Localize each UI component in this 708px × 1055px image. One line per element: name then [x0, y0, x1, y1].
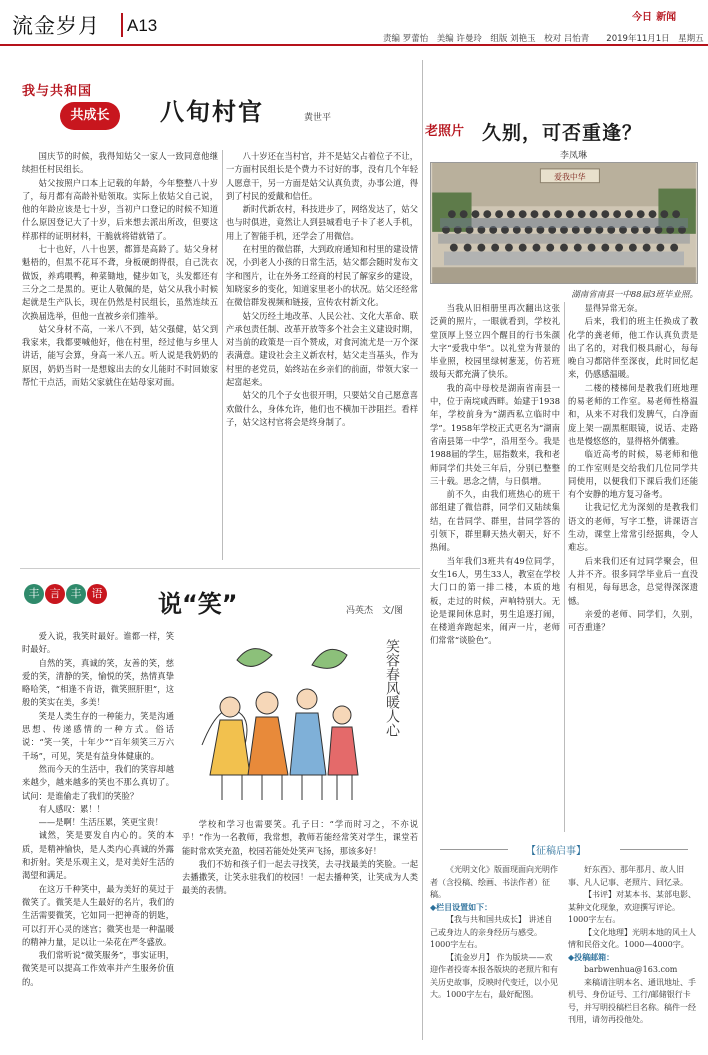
article-title: 说“笑”: [158, 590, 238, 618]
notice-section-title: ◆栏目设置如下：: [430, 902, 493, 912]
section-divider: [20, 568, 420, 569]
paragraph: 有人感叹：累！！: [38, 803, 105, 814]
page-divider: [422, 60, 423, 1040]
paragraph: 二楼的楼梯间是教我们班地理的易老师的工作室。易老师性格温和，从来不对我们发脾气，白净面庞上架一副黑框眼镜，说话、走路也是慢悠悠的，显得格外儒雅。: [568, 382, 698, 446]
paragraph: 前不久，由我们班热心的班干部组建了微信群，同学们又陆续集结，在昔同学、群里，昔同学答的引领下，群里聊天热火朝天，好不热闹。: [430, 489, 560, 553]
article-title: 久别，可否重逢？: [482, 122, 643, 144]
paragraph: 在村里的微信群，大到政府通知和村里的建设情况，小到老人小孩的日常生活，姑父都会随时发布文字和图片，让在外务工经商的村民了解家乡的建设，知晓家乡的变化，知道家里老小的状况。姑父还经常在微信群发视频和链接，宣传农村新文化。: [226, 244, 418, 308]
paragraph: 八十岁还在当村官，并不是姑父占着位子不让，一方面村民组长是个费力不讨好的事，没有几个年轻人愿意干，另一方面是姑父认真负责，办事公道，得到了村民的爱戴和信任。: [226, 151, 418, 201]
smile-illustration: [182, 625, 412, 810]
badge-char: 语: [87, 584, 107, 604]
article3-column-2: [568, 302, 698, 832]
page-number: A13: [127, 16, 158, 35]
paragraph: 姑父的几个子女也很开明，只要姑父自己愿意喜欢做什么，身体允许，他们也不横加干涉阻拦。看样子，姑父这村官将会是终身制了。: [226, 390, 418, 427]
figure-head: [256, 692, 278, 714]
header-divider: [121, 13, 123, 37]
paragraph: 笑是人类生存的一种能力，笑是沟通思想、传递感情的一种方式。俗话说：“笑一笑，十年少”“百年须笑三万六千场”，可见，笑是有益身体健康的。: [22, 710, 174, 761]
column-badge-fengyan: [24, 582, 108, 604]
paragraph: 然而今天的生活中，我们的笑容却越来越少，越来越多的笑也不那么真切了。试问：是谁偷走了我们的笑脸？: [22, 763, 174, 801]
paragraph: 临近高考的时候，易老师和他的工作室则是交给我们几位同学共同使用，以便我们下课后我们还能有个安静的地方复习备考。: [568, 449, 698, 500]
badge-char: 言: [45, 584, 65, 604]
paragraph: 诚然，笑是要发自内心的。笑的本质，是精神愉快，是人类内心真诚的外露和折射。笑是乐观主义，是对美好生活的渴望和满足。: [22, 830, 174, 881]
staff-line: 责编 罗蕾怡 美编 许曼玲 组版 刘艳玉 校对 吕怡青 2019年11月1日 星期五: [383, 34, 704, 44]
paragraph: 我们常听说“微笑服务”，事实证明，微笑是可以提高工作效率并产生服务价值的。: [22, 950, 174, 987]
notice-item: 来稿请注明本名、通讯地址、手机号、身份证号、工行/邮储银行卡号，并写明投稿栏目名称。稿件一经刊用，请勿再投他处。: [568, 977, 696, 1024]
notice-item: 【书评】对某本书、某部电影、某种文化现象，欢迎撰写评论。1000字左右。: [568, 890, 696, 924]
article-author: 黄世平: [304, 113, 332, 123]
article1-column-1: [22, 150, 218, 560]
notice-item: 【流金岁月】 作为版块——欢迎作者投寄本报各版块的老照片和有关历史故事，反映时代变迁，以小见大。1000字左右，最好配图。: [430, 952, 558, 999]
paragraph: 新时代新农村，科技进步了，网络发达了，姑父也与时俱进，竟然让人到县城看电子卡了老人手机，用上了智能手机，还学会了用微信。: [226, 204, 418, 241]
article2-column-2: [182, 818, 418, 938]
figure-head: [333, 706, 351, 724]
notice-rule: [620, 849, 688, 850]
badge-char: 丰: [66, 584, 86, 604]
paragraph: 当年我们3班共有49位同学，女生16人，男生33人，教室在学校大门口的第一排二楼，本质的地板，走过的时候，声响特别大。无论是课间休息时，男生追逐打闹，在楼道奔跑起来，闹声一片，老师们常常“谈脸色”。: [430, 555, 560, 646]
badge-char: 丰: [24, 584, 44, 604]
notice-title: 【征稿启事】: [526, 846, 586, 857]
article1-column-2: [226, 150, 418, 560]
notice-section-title: ◆投稿邮箱：: [568, 952, 615, 962]
notice-rule: [440, 849, 508, 850]
paragraph: 后来，我们的班主任换成了教化学的龚老师，他工作认真负责是出了名的，对我们极具耐心，每每晚自习都陪伴至深夜，此时回忆起来，仍感感温暖。: [568, 316, 698, 380]
notice-column-1: [430, 864, 560, 1044]
paragraph: 我们不妨和孩子们一起去寻找笑，去寻找最美的笑脸。一起去播撒笑，让笑永驻我们的校园！一起去播种笑，让笑成为人类最美的表情。: [182, 858, 418, 896]
paragraph: 爱入说，我笑时最好。谁都一样，笑时最好。: [22, 631, 174, 655]
paragraph: 我的高中母校是湖南省南县一中，位于南垸咸西畔。始建于1938年，学校前身为“湖西私立临时中学”。1958年学校正式更名为“湖南省南县第一中学”，沿用至今。我是1988届的学生，屈指数来，我和老师同学们共处三年后，分别已整整三十载。思念之情，与日俱增。: [430, 382, 560, 486]
paragraph: 当我从旧相册里再次翻出这张泛黄的照片，一眼就看到，学校礼堂顶厚上竖立四个醒目的行书朱颜大字“爱我中华”。以礼堂为背景的毕业照，校园里绿树葱茏，仿若班级每天都充满了快乐。: [430, 303, 560, 380]
paragraph: 学校和学习也需要笑。孔子曰：“学而时习之，不亦说乎！”作为一名教师，我常想，教师若能经常笑对学生，课堂若能时常欢笑充盈，校园若能处处笑声飞扬，那该多好！: [182, 819, 418, 856]
paragraph: 显得异常无奈。: [584, 303, 643, 313]
paragraph: 亲爱的老师、同学们，久别，可否重逢？: [568, 608, 698, 633]
article-author: 冯英杰 文/图: [346, 606, 404, 616]
paragraph: 姑父历经土地改革、人民公社、文化大革命、联产承包责任制、改革开放等多个社会主义建设时期，对当前的政策是一百个赞成，对食河流尤是一万个深表满意。建设社会主义新农村，姑父走当基头，作为村里的老党员，始终站在乡亲们的前面，带领大家一起富起来。: [226, 310, 418, 388]
figure-head: [297, 689, 317, 709]
newspaper-logo: 今日 新闻: [632, 12, 677, 23]
paragraph: 国庆节的时候，我得知姑父一家人一致同意他继续担任村民组长。: [22, 151, 218, 175]
article-title: 八旬村官: [160, 98, 264, 126]
article2-column-1: [22, 630, 174, 1040]
notice-item: 【文化地理】光明本地的风土人情和民俗文化。1000—4000字。: [568, 927, 696, 949]
class-photo: [430, 162, 698, 284]
column-divider: [564, 302, 565, 832]
article-author: 李凤琳: [560, 151, 588, 161]
notice-item: 好东西》、那年那月、故人旧事、凡人记事、老照片、回忆录。: [568, 865, 688, 887]
paragraph: 七十也好，八十也罢，都算是高龄了。姑父身材魁梧的，但黑不花耳不聋，身板硬朗得很，自己洗衣做饭，养鸡喂鸭，种菜锄地，健步如飞，头发都还有三分之二是黑的。更让人敬佩的是，姑父从我小时候起就是生产队长，现在仍然是村民组长，虽然连续五次换届选举，但他一直被乡亲们推举。: [22, 244, 218, 321]
figure-head: [220, 697, 240, 717]
notice-header: [430, 842, 698, 858]
column-divider: [222, 150, 223, 560]
badge-top-text: 我与共和国: [22, 84, 93, 99]
paragraph: 后来我们还有过同学聚会，但人并不齐。很多同学毕业后一直没有相见，每每思念，总觉得深深遗憾。: [568, 555, 698, 606]
page-header: [0, 0, 708, 46]
notice-intro: 《光明文化》版面现面向光明作者（含投稿、绘画、书法作者）征稿。: [430, 865, 558, 899]
section-title: 流金岁月: [12, 14, 100, 38]
paragraph: 姑父按照户口本上记载的年龄，今年整整八十岁了，每月都有高龄补贴领取。实际上依姑父自己说，他的年龄应该是七十岁，当初户口登记的时候不知道什么原因登记大了十岁，后来想去派出所改，但要这样那样的证明材料，干脆就将错就错了。: [22, 177, 218, 241]
badge-main-text: 共成长: [60, 102, 120, 130]
photo-caption: 湖南省南县一中88届3班毕业照。: [571, 290, 698, 300]
notice-email[interactable]: barbwenhua@163.com: [584, 965, 678, 974]
paragraph: 自然的笑，真诚的笑，友善的笑，慈爱的笑，清静的笑，愉悦的笑，热情真挚略哈笑，“相逢不肯语，微笑照肝胆”，这般的笑实在美，多美！: [22, 657, 174, 708]
notice-column-2: [568, 864, 698, 1044]
paragraph: 姑父身材不高，一米八不到，姑父强健，姑父到我家来，我都要喊他好，他在村里，经过他与乡里人讲话，能写会算，身高一米八五。听人说是我奶奶的原因，奶奶当时一是想嫁出去的女儿能时不时回娘家帮忙干点活，而姑父家就住在姑母家对面。: [22, 323, 218, 388]
paragraph: 让我记忆尤为深刻的是教我们语文的老师，写字工整，讲课语言生动，课堂上常常引经据典，令人难忘。: [568, 502, 698, 553]
svg-text:爱我中华: 爱我中华: [554, 172, 586, 182]
illustration-calligraphy: 笑容春风暖人心: [384, 639, 400, 737]
paragraph: 在这万千种笑中，最为美好的莫过于微笑了。微笑是人生最好的名片，我们的生活需要微笑，它如同一把神奇的钥匙，可以打开心灵的迷宫；微笑也是一种温暖的精神力量，足以让一朵花在严冬盛放。: [22, 883, 174, 947]
column-badge-old-photo: 老照片: [425, 124, 465, 139]
article3-column-1: [430, 302, 560, 832]
column-badge-growth: [22, 80, 152, 142]
notice-item: 【我与共和国共成长】 讲述自己或身边人的亲身经历与感受。1000字左右。: [430, 915, 553, 949]
paragraph: ——是啊！生活压累，笑更宝贵！: [38, 817, 164, 828]
